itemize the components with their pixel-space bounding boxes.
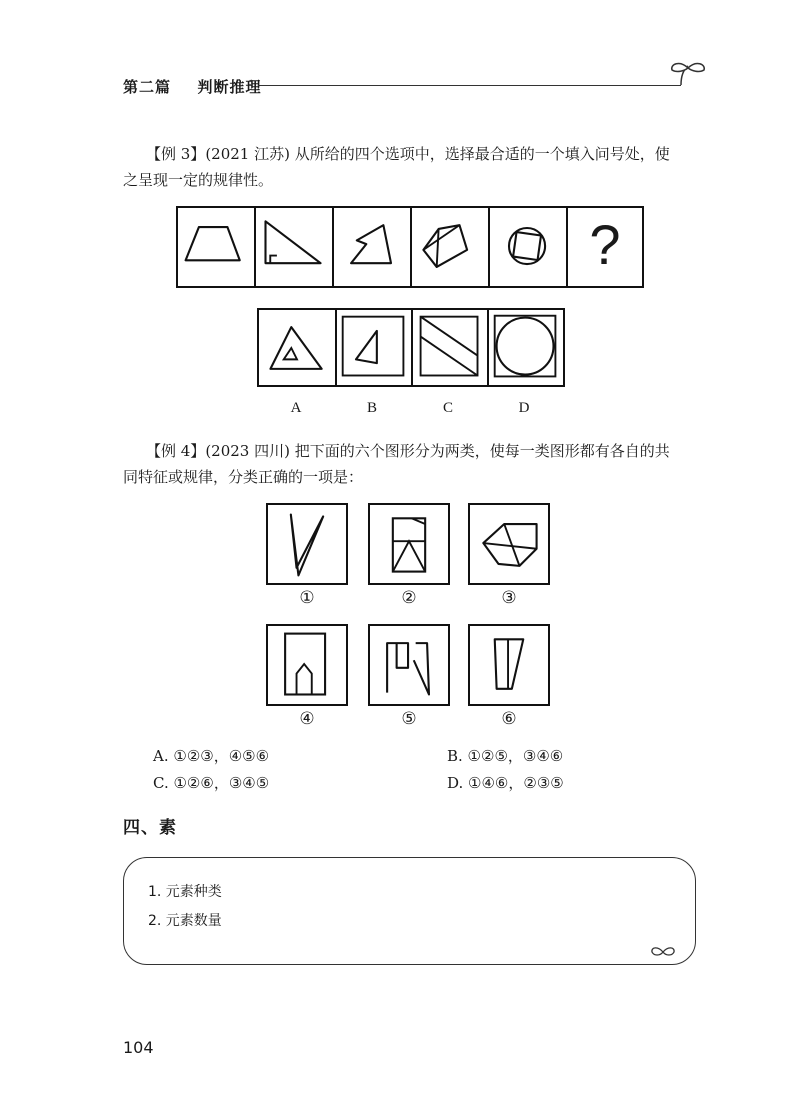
- note-item-1: 1. 元素种类: [148, 884, 222, 900]
- example3-line2: 之呈现一定的规律性。: [123, 171, 274, 189]
- leaf-icon: [650, 945, 676, 959]
- example4-line2: 同特征或规律，分类正确的一项是：: [123, 468, 364, 486]
- running-header: [123, 76, 262, 97]
- question-figure-5: [488, 206, 568, 288]
- header-rule: [258, 85, 681, 86]
- figure-2: [368, 503, 450, 585]
- question-figure-3: [332, 206, 412, 288]
- option-a-figure: [257, 308, 337, 387]
- figure-5: [368, 624, 450, 706]
- page-number: 104: [123, 1038, 154, 1057]
- question-mark: ?: [589, 213, 621, 276]
- figure-label-5: ⑤: [401, 709, 417, 729]
- example4-text-1: 把下面的六个图形分为两类，使每一类图形都有各自的共: [294, 442, 670, 460]
- example3-source: (2021 江苏): [205, 145, 290, 163]
- option-label-b: B: [366, 400, 377, 416]
- figure-3: [468, 503, 550, 585]
- figure-label-4: ④: [299, 709, 315, 729]
- figure-1: [266, 503, 348, 585]
- choice-c: C. ①②⑥，③④⑤: [153, 774, 270, 792]
- question-mark-cell: [566, 206, 644, 288]
- figure-label-1: ①: [299, 588, 315, 608]
- choice-a: A. ①②③，④⑤⑥: [153, 747, 270, 765]
- example4-tag: 【例 4】: [146, 442, 206, 460]
- choice-d: D. ①④⑥，②③⑤: [447, 774, 564, 792]
- question-figure-2: [254, 206, 334, 288]
- example4-line1: [146, 438, 670, 464]
- figure-4: [266, 624, 348, 706]
- header-title: 判断推理: [197, 78, 262, 96]
- figure-label-3: ③: [501, 588, 517, 608]
- question-figure-4: [410, 206, 490, 288]
- option-label-d: D: [518, 400, 530, 416]
- example3-tag: 【例 3】: [146, 145, 206, 163]
- option-b-figure: [335, 308, 413, 387]
- figure-label-6: ⑥: [501, 709, 517, 729]
- figure-label-2: ②: [401, 588, 417, 608]
- section-title: 四、素: [123, 818, 177, 838]
- choice-b: B. ①②⑤，③④⑥: [447, 747, 564, 765]
- option-label-a: A: [290, 400, 302, 416]
- example3-text-1: 从所给的四个选项中，选择最合适的一个填入问号处，使: [294, 145, 670, 163]
- figure-6: [468, 624, 550, 706]
- example3-line1: [146, 141, 670, 167]
- option-d-figure: [487, 308, 565, 387]
- question-figure-1: [176, 206, 256, 288]
- example4-source: (2023 四川): [205, 442, 290, 460]
- option-c-figure: [411, 308, 489, 387]
- note-item-2: 2. 元素数量: [148, 913, 222, 929]
- option-label-c: C: [442, 400, 453, 416]
- sprout-icon: [668, 58, 708, 98]
- header-chapter: 第二篇: [123, 78, 172, 96]
